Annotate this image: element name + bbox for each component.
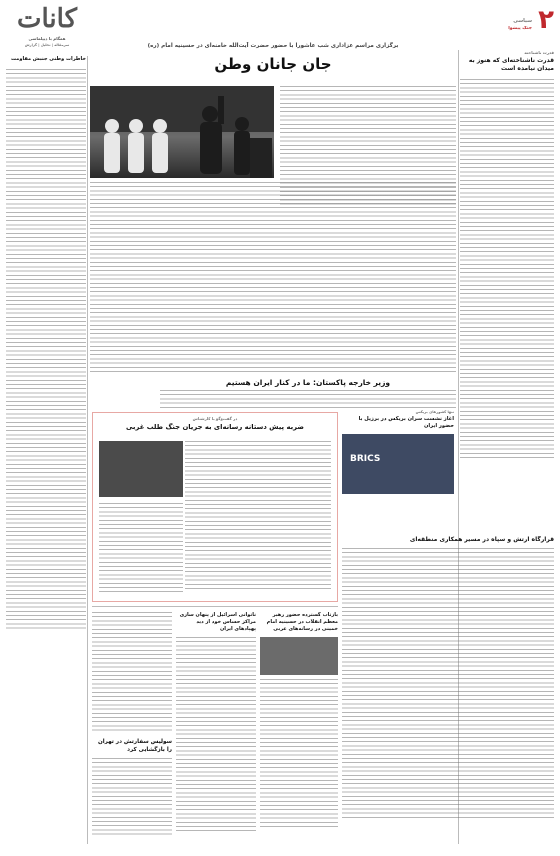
center-mid-body	[160, 390, 456, 408]
brics-headline: آغاز نشست سران بریکس در برزیل با حضور ایران	[358, 416, 454, 429]
section-label: سیاسی	[513, 18, 532, 24]
quote-box	[92, 412, 338, 602]
page-number: ۲	[538, 6, 554, 34]
masthead-tagline: همگام با دیپلماسی	[28, 36, 66, 41]
masthead-subtitle: سرمقاله | تحلیل | گزارش	[24, 43, 70, 47]
bottom-col1	[260, 612, 338, 844]
center-mid	[160, 378, 456, 408]
lead-header	[90, 42, 456, 82]
right-top-kicker: قدرت ناشناخته	[524, 50, 554, 55]
right-mid-headline: قرارگاه ارتش و سپاه در مسیر همکاری منطقه‌ای	[409, 536, 554, 543]
bottom-col2-body	[176, 637, 256, 832]
brics-kicker: تنها کشورهای بریکس	[415, 410, 454, 414]
bottom-col3-headline: سولیس سفارتش در تهران را بازگشایی کرد	[97, 739, 172, 753]
right-mid-body	[342, 548, 554, 818]
column-label: جنگ پیشوا	[508, 26, 532, 31]
left-column-headline: خاطرات وطنی جنبش مقاومت	[11, 56, 86, 62]
masthead	[6, 4, 88, 52]
quote-kicker: در گفت‌وگو با کارشناس	[192, 416, 238, 421]
bottom-col3-body	[92, 758, 172, 838]
left-column	[6, 56, 86, 844]
bottom-col2	[176, 612, 256, 844]
masthead-logo: کانات	[17, 4, 77, 34]
quote-headline: ضربه پیش دستانه رسانه‌ای به جریان جنگ طلب غربی	[126, 423, 304, 431]
lead-kicker: برگزاری مراسم عزاداری شب عاشورا با حضور حضرت آیت‌الله خامنه‌ای در حسینیه امام (ره)	[147, 43, 399, 49]
bottom-col3-body-top	[92, 612, 172, 732]
bottom-col3	[92, 612, 172, 844]
right-top-body	[460, 79, 554, 459]
lead-body-lower	[90, 182, 456, 372]
right-top	[460, 50, 554, 470]
right-mid	[342, 536, 554, 836]
quote-body-right	[185, 441, 331, 591]
brics-block	[342, 410, 454, 530]
bottom-col1-body	[260, 679, 338, 829]
center-mid-headline: وزیر خارجه پاکستان: ما در کنار ایران هستیم	[225, 378, 391, 387]
brics-photo	[342, 434, 454, 494]
left-column-body	[6, 69, 86, 629]
bottom-col2-headline: ناتوانی اسرائیل از پنهان سازی مراکز حساس خود از دید پهپادهای ایران	[179, 612, 256, 632]
lead-title: جان جانان وطن	[214, 55, 332, 73]
lead-photo	[90, 86, 274, 178]
mourners-illustration	[90, 86, 274, 178]
bottom-rule	[92, 606, 338, 607]
brics-banner: BRICS	[350, 454, 381, 464]
bottom-col1-photo	[260, 637, 338, 675]
page-header-right	[464, 6, 554, 46]
bottom-col1-headline: بازتاب گسترده حضور رهبر معظم انقلاب در حسینیه امام خمینی در رسانه‌های عربی	[266, 612, 338, 632]
quote-portrait	[99, 441, 183, 497]
quote-body-left	[99, 503, 183, 593]
right-top-headline: قدرت ناشناخته‌ای که هنوز به میدان نیامده است	[468, 57, 554, 72]
left-divider	[87, 56, 88, 844]
